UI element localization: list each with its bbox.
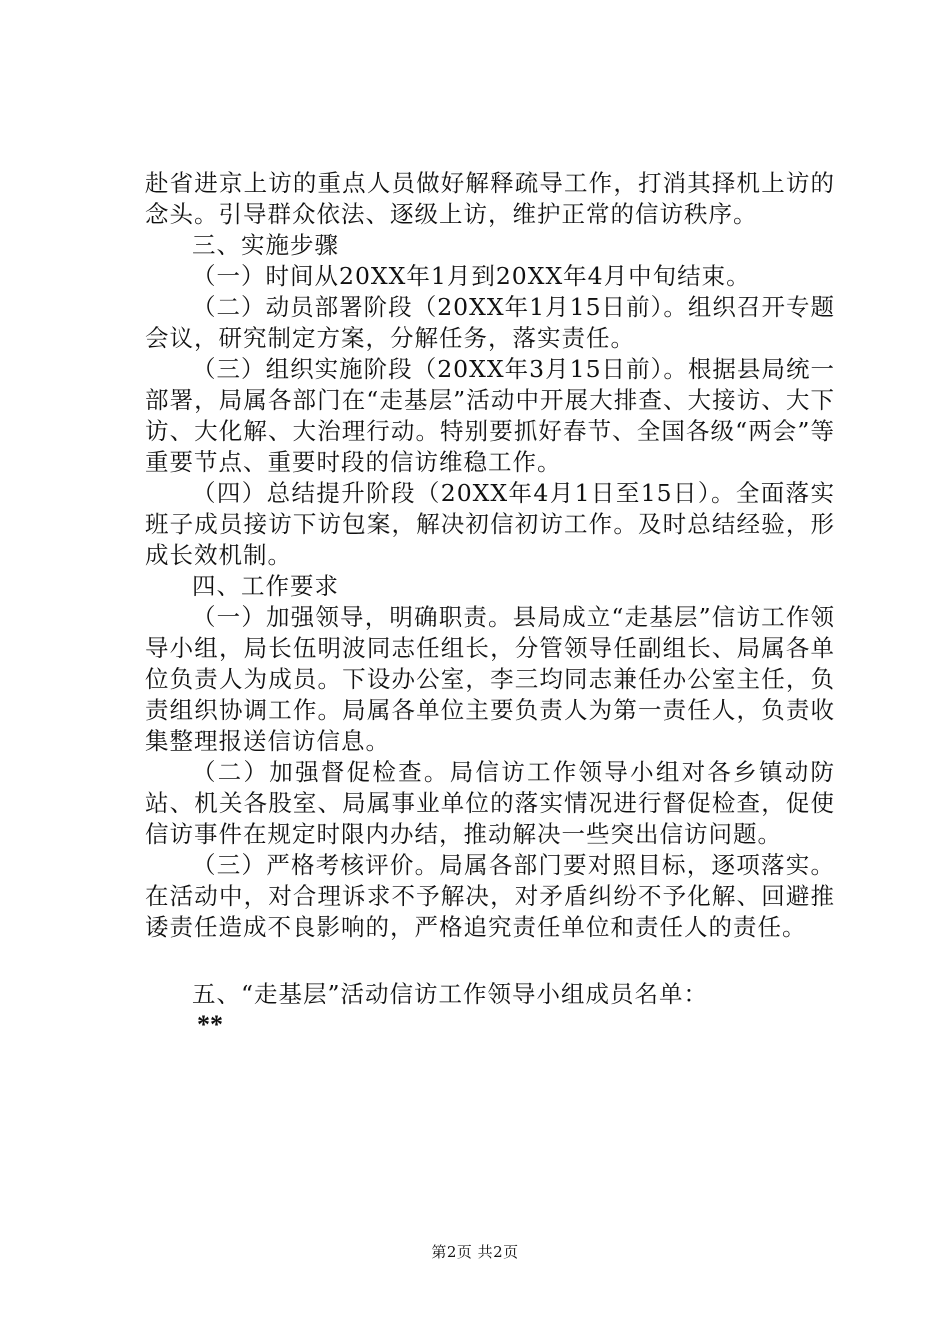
document-body [145,168,835,1040]
section-heading-work-requirements: 四、工作要求 [192,572,339,600]
paragraph-step-4: （四）总结提升阶段（20XX年4月1日至15日）。全面落实班子成员接访下访包案，解决初信初访工作。及时总结经验，形成长效机制。 [145,479,835,569]
paragraph-requirement-1: （一）加强领导，明确职责。县局成立“走基层”信访工作领导小组，局长伍明波同志任组长，分管领导任副组长、局属各单位负责人为成员。下设办公室，李三均同志兼任办公室主任，负责组织协调工作。局属各单位主要负责人为第一责任人，负责收集整理报送信访信息。 [145,603,835,755]
section-heading-member-list: 五、“走基层”活动信访工作领导小组成员名单： [192,980,709,1008]
section-heading-implementation-steps: 三、实施步骤 [192,231,339,259]
paragraph-step-1: （一）时间从20XX年1月到20XX年4月中旬结束。 [192,262,751,290]
paragraph-continuation: 赴省进京上访的重点人员做好解释疏导工作，打消其择机上访的念头。引导群众依法、逐级上访，维护正常的信访秩序。 [145,169,835,228]
page-footer: 第2页 共2页 [431,1243,519,1261]
paragraph-step-2: （二）动员部署阶段（20XX年1月15日前）。组织召开专题会议，研究制定方案，分解任务，落实责任。 [145,293,835,352]
paragraph-step-3: （三）组织实施阶段（20XX年3月15日前）。根据县局统一部署，局属各部门在“走基层”活动中开展大排查、大接访、大下访、大化解、大治理行动。特别要抓好春节、全国各级“两会”等重要节点、重要时段的信访维稳工作。 [145,355,835,476]
paragraph-requirement-3: （三）严格考核评价。局属各部门要对照目标，逐项落实。在活动中，对合理诉求不予解决，对矛盾纠纷不予化解、回避推诿责任造成不良影响的，严格追究责任单位和责任人的责任。 [145,851,835,941]
member-list-placeholder: ** [197,1010,223,1039]
paragraph-requirement-2: （二）加强督促检查。局信访工作领导小组对各乡镇动防站、机关各股室、局属事业单位的落实情况进行督促检查，促使信访事件在规定时限内办结，推动解决一些突出信访问题。 [145,758,835,848]
section-spacer [145,943,835,979]
